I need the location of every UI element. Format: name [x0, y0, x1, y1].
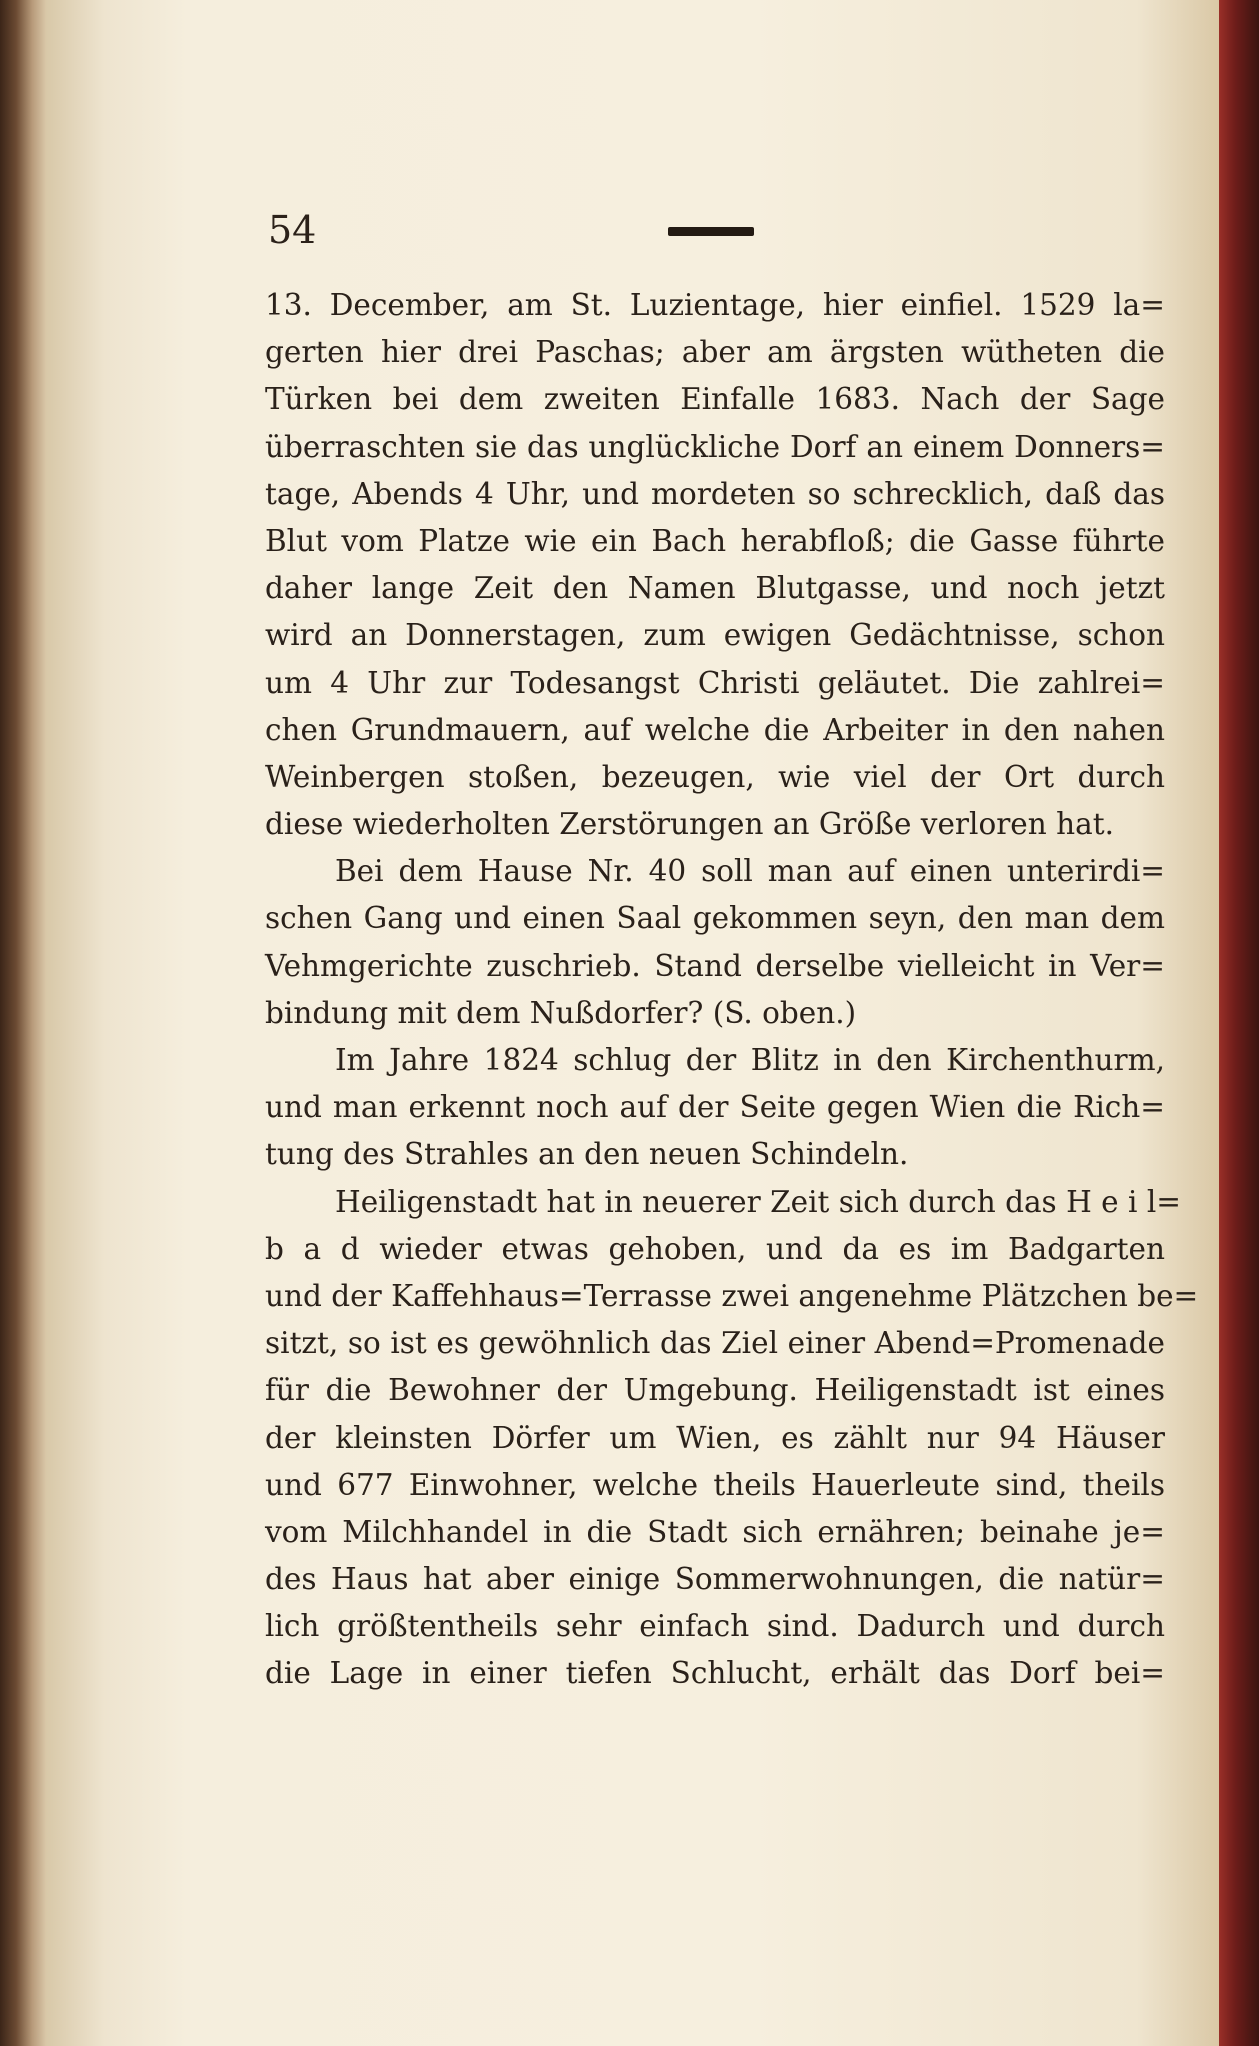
- text-line: tung des Strahles an den neuen Schindeln.: [265, 1137, 909, 1172]
- text-line: um 4 Uhr zur Todesangst Christi geläutet. Die zahlrei=: [265, 665, 1165, 700]
- text-line: Türken bei dem zweiten Einfalle 1683. Nach der Sage: [265, 382, 1165, 417]
- book-cover-edge: [1219, 0, 1259, 2046]
- text-line: diese wiederholten Zerstörungen an Größe verloren hat.: [265, 807, 1114, 842]
- text-line: b a d wieder etwas gehoben, und da es im Badgarten: [265, 1231, 1165, 1266]
- text-line: lich größtentheils sehr einfach sind. Dadurch und durch: [265, 1609, 1165, 1644]
- page-header: [268, 205, 768, 255]
- text-line: schen Gang und einen Saal gekommen seyn, den man dem: [265, 901, 1165, 936]
- text-line: Blut vom Platze wie ein Bach herabfloß; die Gasse führte: [265, 523, 1165, 558]
- text-line: überraschten sie das unglückliche Dorf an einem Donners=: [265, 429, 1165, 464]
- header-rule: [668, 227, 754, 236]
- text-line: Vehmgerichte zuschrieb. Stand derselbe vielleicht in Ver=: [265, 948, 1165, 983]
- book-binding-edge: [0, 0, 46, 2046]
- text-line: Im Jahre 1824 schlug der Blitz in den Kirchenthurm,: [335, 1043, 1165, 1077]
- text-line: Weinbergen stoßen, bezeugen, wie viel der Ort durch: [265, 759, 1165, 794]
- text-line: und der Kaffehhaus=Terrasse zwei angenehme Plätzchen be=: [265, 1278, 1199, 1313]
- text-line: für die Bewohner der Umgebung. Heiligenstadt ist eines: [265, 1373, 1165, 1408]
- text-line: und man erkennt noch auf der Seite gegen Wien die Rich=: [265, 1090, 1165, 1125]
- text-line: bindung mit dem Nußdorfer? (S. oben.): [265, 995, 857, 1030]
- text-line: gerten hier drei Paschas; aber am ärgsten wütheten die: [265, 335, 1165, 370]
- text-line: wird an Donnerstagen, zum ewigen Gedächtnisse, schon: [265, 618, 1165, 653]
- body-text: [265, 282, 1199, 1698]
- text-line: des Haus hat aber einige Sommerwohnungen, die natür=: [265, 1562, 1165, 1597]
- text-line: und 677 Einwohner, welche theils Hauerleute sind, theils: [265, 1467, 1165, 1502]
- text-line: chen Grundmauern, auf welche die Arbeiter in den nahen: [265, 712, 1165, 747]
- text-line: Heiligenstadt hat in neuerer Zeit sich durch das H e i l=: [335, 1184, 1181, 1219]
- text-line: die Lage in einer tiefen Schlucht, erhält das Dorf bei=: [265, 1656, 1165, 1691]
- text-line: 13. December, am St. Luzientage, hier einfiel. 1529 la=: [265, 288, 1165, 322]
- text-line: der kleinsten Dörfer um Wien, es zählt nur 94 Häuser: [265, 1420, 1165, 1455]
- text-line: Bei dem Hause Nr. 40 soll man auf einen unterirdi=: [335, 854, 1165, 889]
- text-line: tage, Abends 4 Uhr, und mordeten so schrecklich, daß das: [265, 476, 1165, 511]
- text-line: daher lange Zeit den Namen Blutgasse, und noch jetzt: [265, 571, 1165, 606]
- page-number: 54: [268, 208, 317, 252]
- text-line: vom Milchhandel in die Stadt sich ernähren; beinahe je=: [265, 1514, 1165, 1549]
- text-line: sitzt, so ist es gewöhnlich das Ziel einer Abend=Promenade: [265, 1326, 1165, 1361]
